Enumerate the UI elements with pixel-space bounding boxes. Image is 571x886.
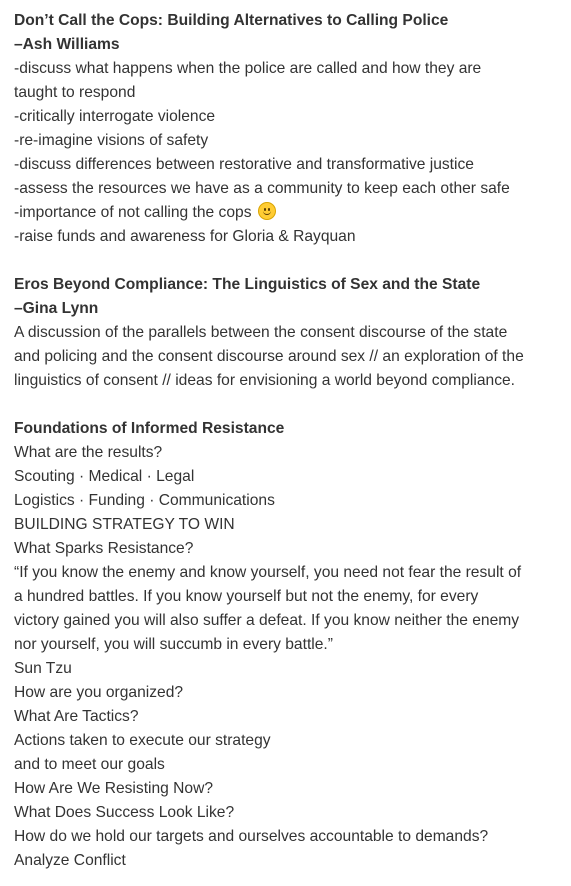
text-line: How are you organized? — [14, 684, 184, 701]
text-line: Analyze Conflict — [14, 852, 126, 869]
paragraph-line: A discussion of the parallels between the consent discourse of the state — [14, 324, 508, 341]
text-line: What Does Success Look Like? — [14, 804, 235, 821]
section-title: Eros Beyond Compliance: The Linguistics of Sex and the State — [14, 276, 481, 293]
list-item — [14, 201, 557, 225]
list-item: -re-imagine visions of safety — [14, 132, 209, 149]
quote-line: victory gained you will also suffer a defeat. If you know neither the enemy — [14, 612, 520, 629]
list-item: -discuss differences between restorative and transformative justice — [14, 156, 474, 173]
section-title: Foundations of Informed Resistance — [14, 420, 285, 437]
quote-attribution: Sun Tzu — [14, 660, 72, 677]
text-line: What Are Tactics? — [14, 708, 139, 725]
list-item: -discuss what happens when the police are called and how they are — [14, 60, 482, 77]
list-item-text: -importance of not calling the cops — [14, 204, 252, 221]
text-line: Actions taken to execute our strategy — [14, 732, 271, 749]
list-item: -critically interrogate violence — [14, 108, 216, 125]
quote-line: a hundred battles. If you know yourself but not the enemy, for every — [14, 588, 479, 605]
paragraph-line: and policing and the consent discourse around sex // an exploration of the — [14, 348, 524, 365]
list-item: -assess the resources we have as a community to keep each other safe — [14, 180, 510, 197]
quote-line: “If you know the enemy and know yourself, you need not fear the result of — [14, 564, 522, 581]
text-line: What are the results? — [14, 444, 163, 461]
section-foundations-of-informed-resistance — [14, 417, 557, 873]
list-item: -raise funds and awareness for Gloria & Rayquan — [14, 228, 356, 245]
smiling-face-icon — [258, 202, 276, 220]
text-line: BUILDING STRATEGY TO WIN — [14, 516, 235, 533]
section-dont-call-the-cops — [14, 9, 557, 249]
section-author: –Gina Lynn — [14, 300, 99, 317]
text-line: How Are We Resisting Now? — [14, 780, 214, 797]
text-line: Scouting · Medical · Legal — [14, 468, 195, 485]
text-line: What Sparks Resistance? — [14, 540, 194, 557]
text-line: Logistics · Funding · Communications — [14, 492, 275, 509]
text-line: How do we hold our targets and ourselves accountable to demands? — [14, 828, 489, 845]
quote-line: nor yourself, you will succumb in every battle.” — [14, 636, 333, 653]
text-line: and to meet our goals — [14, 756, 165, 773]
section-eros-beyond-compliance — [14, 273, 557, 393]
paragraph-line: linguistics of consent // ideas for envisioning a world beyond compliance. — [14, 372, 516, 389]
section-author: –Ash Williams — [14, 36, 120, 53]
section-title: Don’t Call the Cops: Building Alternatives to Calling Police — [14, 12, 449, 29]
list-item: taught to respond — [14, 84, 136, 101]
